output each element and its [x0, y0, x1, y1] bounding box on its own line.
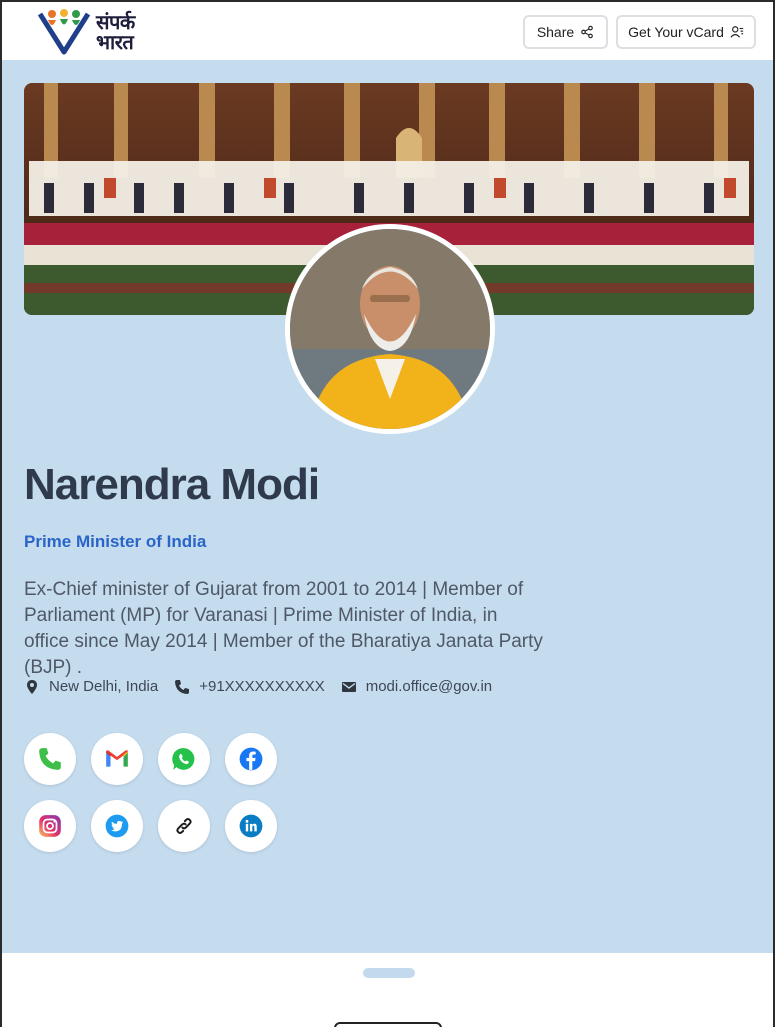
- get-vcard-button-label: Get Your vCard: [628, 24, 724, 40]
- phone-text: +91XXXXXXXXXX: [199, 678, 325, 695]
- top-header: [2, 2, 773, 60]
- linkedin-button[interactable]: [225, 800, 277, 852]
- email-item[interactable]: [341, 678, 492, 695]
- website-link-button[interactable]: [158, 800, 210, 852]
- contact-card-icon: [730, 25, 744, 39]
- sampark-bharat-logo[interactable]: [38, 8, 150, 56]
- bottom-action-pill[interactable]: [334, 1022, 442, 1027]
- drawer-handle[interactable]: [363, 968, 415, 978]
- profile-name: Narendra Modi: [24, 460, 320, 509]
- location-pin-icon: [24, 679, 40, 695]
- instagram-icon: [37, 813, 63, 839]
- twitter-button[interactable]: [91, 800, 143, 852]
- whatsapp-icon: [171, 746, 197, 772]
- whatsapp-button[interactable]: [158, 733, 210, 785]
- location-item: [24, 678, 158, 695]
- profile-title: Prime Minister of India: [24, 532, 207, 551]
- share-button-label: Share: [536, 24, 575, 40]
- contact-info-row: [24, 678, 508, 695]
- profile-avatar: [285, 224, 495, 434]
- twitter-icon: [104, 813, 130, 839]
- phone-call-button[interactable]: [24, 733, 76, 785]
- instagram-button[interactable]: [24, 800, 76, 852]
- share-button[interactable]: [523, 15, 608, 49]
- facebook-button[interactable]: [225, 733, 277, 785]
- social-links: [24, 733, 304, 852]
- avatar-portrait-image: [290, 229, 490, 429]
- email-text: modi.office@gov.in: [365, 678, 493, 695]
- linkedin-icon: [238, 813, 264, 839]
- phone-item[interactable]: [174, 678, 325, 695]
- facebook-icon: [238, 746, 264, 772]
- location-text: New Delhi, India: [49, 678, 159, 695]
- get-vcard-button[interactable]: [616, 15, 756, 49]
- profile-card: [2, 60, 773, 953]
- share-icon: [580, 25, 594, 39]
- link-icon: [171, 813, 197, 839]
- email-icon: [341, 679, 357, 695]
- phone-icon: [37, 746, 63, 772]
- logo-text-line2: भारत: [96, 30, 134, 54]
- gmail-icon: [104, 746, 130, 772]
- profile-bio: Ex-Chief minister of Gujarat from 2001 to 2014 | Member of Parliament (MP) for Varanasi | Prime Minister of India, in office since May 2014 | Member of the Bharatiya Janata Party (BJP) .: [24, 579, 543, 678]
- logo-text-line1: संपर्क: [96, 10, 135, 34]
- gmail-button[interactable]: [91, 733, 143, 785]
- logo-mark-icon: [38, 8, 98, 56]
- phone-icon: [174, 679, 190, 695]
